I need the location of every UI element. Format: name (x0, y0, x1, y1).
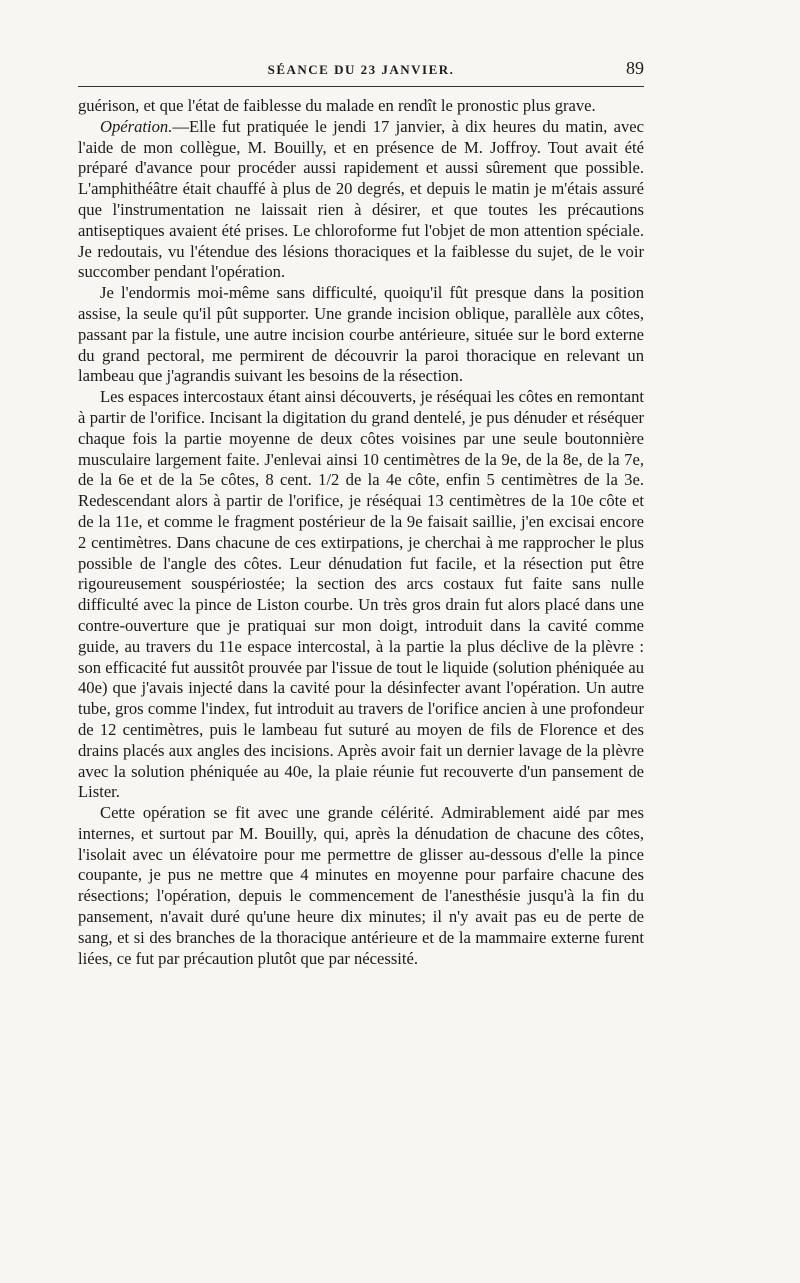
page-header (78, 58, 644, 82)
section-lead: Opération. (100, 116, 173, 136)
running-title: SÉANCE DU 23 JANVIER. (267, 62, 455, 77)
paragraph-text: Je l'endormis moi-même sans difficulté, quoiqu'il fût presque dans la position assise, la seule qu'il pût supporter. Une grande incision oblique, parallèle aux côtes, passant par la fistule, une autre incision courbe antérieure, située sur le bord externe du grand pectoral, me permirent de découvrir la paroi thoracique en relevant un lambeau que j'agrandis suivant les besoins de la résection. (78, 283, 644, 386)
body-text (78, 96, 644, 969)
paragraph-text: Les espaces intercostaux étant ainsi découverts, je réséquai les côtes en remontant à partir de l'orifice. Incisant la digitation du grand dentelé, je pus dénuder et réséquer chaque fois la partie moyenne de deux côtes voisines par une seule boutonnière musculaire largement faite. J'enlevai ainsi 10 centimètres de la 9e, de la 8e, de la 7e, de la 6e et de la 5e côtes, 8 cent. 1/2 de la 4e côte, enfin 5 centimètres de la 3e. Redescendant alors à partir de l'orifice, je réséquai 13 centimètres de la 10e côte et de la 11e, et comme le fragment postérieur de la 9e faisait saillie, j'en excisai encore 2 centimètres. Dans chacune de ces extirpations, je cherchai à me rapprocher le plus possible de l'angle des côtes. Leur dénudation fut facile, et la résection put être rigoureusement souspériostée; la section des arcs costaux fut faite sans nulle difficulté avec la pince de Liston courbe. Un très gros drain fut alors placé dans une contre-ouverture que je pratiquai sur mon doigt, introduit dans la cavité comme guide, au travers du 11e espace intercostal, à la partie la plus déclive de la plèvre : son efficacité fut aussitôt prouvée par l'issue de tout le liquide (solution phéniquée au 40e) que j'avais injecté dans la cavité pour la désinfecter avant l'opération. Un autre tube, gros comme l'index, fut introduit au travers de l'orifice ancien à une profondeur de 12 centimètres, puis le lambeau fut suturé au moyen de fils de Florence et des drains placés aux angles des incisions. Après avoir fait un dernier lavage de la plèvre avec la solution phéniquée au 40e, la plaie réunie fut recouverte d'un pansement de Lister. (78, 387, 644, 802)
page-number: 89 (626, 58, 644, 78)
header-rule (78, 86, 644, 87)
paragraph (78, 96, 644, 117)
paragraph (78, 387, 644, 803)
paragraph (78, 803, 644, 969)
paragraph-text: —Elle fut pratiquée le jendi 17 janvier, à dix heures du matin, avec l'aide de mon collègue, M. Bouilly, et en présence de M. Joffroy. Tout avait été préparé d'avance pour procéder aussi rapidement et aussi sûrement que possible. L'amphithéâtre était chauffé à plus de 20 degrés, et depuis le matin je m'étais assuré que l'instrumentation ne laissait rien à désirer, et que toutes les précautions antiseptiques avaient été prises. Le chloroforme fut l'objet de mon attention spéciale. Je redoutais, vu l'étendue des lésions thoraciques et la faiblesse du sujet, de le voir succomber pendant l'opération. (78, 116, 644, 282)
paragraph-text: Cette opération se fit avec une grande célérité. Admirablement aidé par mes internes, et surtout par M. Bouilly, qui, après la dénudation de chacune des côtes, l'isolait avec un élévatoire pour me permettre de glisser au-dessous d'elle la pince coupante, je pus ne mettre que 4 minutes en moyenne pour parfaire chacune des résections; l'opération, depuis le commencement de l'anesthésie jusqu'à la fin du pansement, n'avait duré qu'une heure dix minutes; il n'y avait pas eu de perte de sang, et si des branches de la thoracique antérieure et de la mammaire externe furent liées, ce fut par précaution plutôt que par nécessité. (78, 803, 644, 968)
paragraph (78, 117, 644, 283)
paragraph (78, 283, 644, 387)
paragraph-text: guérison, et que l'état de faiblesse du malade en rendît le pronostic plus grave. (78, 96, 596, 115)
